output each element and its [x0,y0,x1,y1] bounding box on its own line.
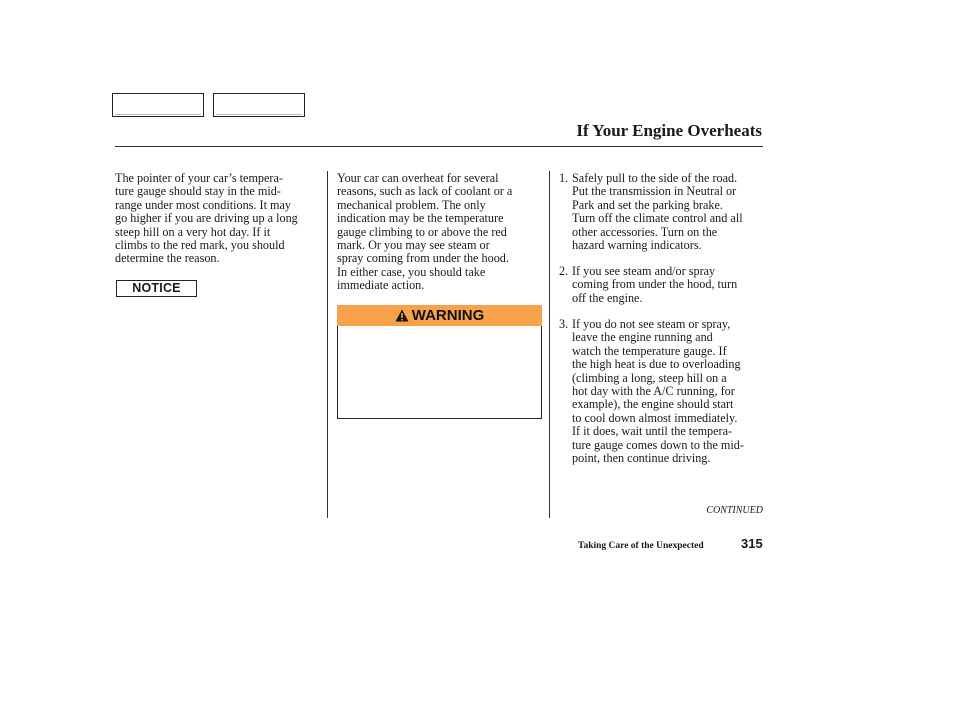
text-line: indication may be the temperature [337,211,504,226]
text-line: mechanical problem. The only [337,197,486,212]
text-line: example), the engine should start [572,397,734,412]
text-line: leave the engine running and [572,330,713,345]
nav-button-contents[interactable] [112,93,204,117]
text-line: climbs to the red mark, you should [115,238,285,253]
text-line: Safely pull to the side of the road. [572,171,738,185]
warning-triangle-icon [395,309,409,322]
text-line: hazard warning indicators. [572,238,702,253]
text-line: watch the temperature gauge. If [572,343,727,358]
intro-paragraph [115,172,298,266]
list-item [559,318,744,465]
text-line: coming from under the hood, turn [572,277,738,292]
text-line: reasons, such as lack of coolant or a [337,184,513,199]
page-title: If Your Engine Overheats [576,121,762,140]
text-line: range under most conditions. It may [115,197,292,212]
warning-label: WARNING [411,307,485,324]
page-number: 315 [741,536,763,551]
text-line: gauge climbing to or above the red [337,224,507,239]
column-divider-2 [549,171,550,518]
text-line: Put the transmission in Neutral or [572,184,737,199]
text-line: In either case, you should take [337,264,486,279]
column-divider-1 [327,171,328,518]
step-number: 2. [559,264,569,278]
text-line: go higher if you are driving up a long [115,211,298,226]
footer-section-title: Taking Care of the Unexpected [578,541,704,551]
list-item [559,172,743,252]
text-line: If you do not see steam or spray, [572,317,731,331]
text-line: point, then continue driving. [572,451,711,466]
overheat-reasons-paragraph [337,172,512,293]
nav-button-index[interactable] [213,93,305,117]
text-line: the high heat is due to overloading [572,357,741,372]
text-line: mark. Or you may see steam or [337,238,490,253]
text-line: immediate action. [337,278,425,293]
text-line: other accessories. Turn on the [572,224,718,239]
step-number: 1. [559,171,569,185]
warning-header [337,305,542,326]
text-line: The pointer of your car’s tempera- [115,171,283,185]
title-divider [115,146,763,147]
notice-label: NOTICE [116,280,197,297]
text-line: determine the reason. [115,251,220,266]
text-line: Park and set the parking brake. [572,197,723,212]
text-line: ture gauge comes down to the mid- [572,437,744,452]
text-line: to cool down almost immediately. [572,410,738,425]
text-line: hot day with the A/C running, for [572,384,735,399]
text-line: off the engine. [572,290,643,305]
step-number: 3. [559,317,569,331]
text-line: ture gauge should stay in the mid- [115,184,281,199]
text-line: steep hill on a very hot day. If it [115,224,271,239]
text-line: (climbing a long, steep hill on a [572,370,727,385]
text-line: If you see steam and/or spray [572,264,716,278]
text-line: spray coming from under the hood. [337,251,509,266]
text-line: Your car can overheat for several [337,171,499,185]
text-line: If it does, wait until the tempera- [572,424,733,439]
list-item [559,265,737,305]
continued-label: CONTINUED [706,505,763,516]
warning-box [337,305,542,419]
text-line: Turn off the climate control and all [572,211,743,226]
